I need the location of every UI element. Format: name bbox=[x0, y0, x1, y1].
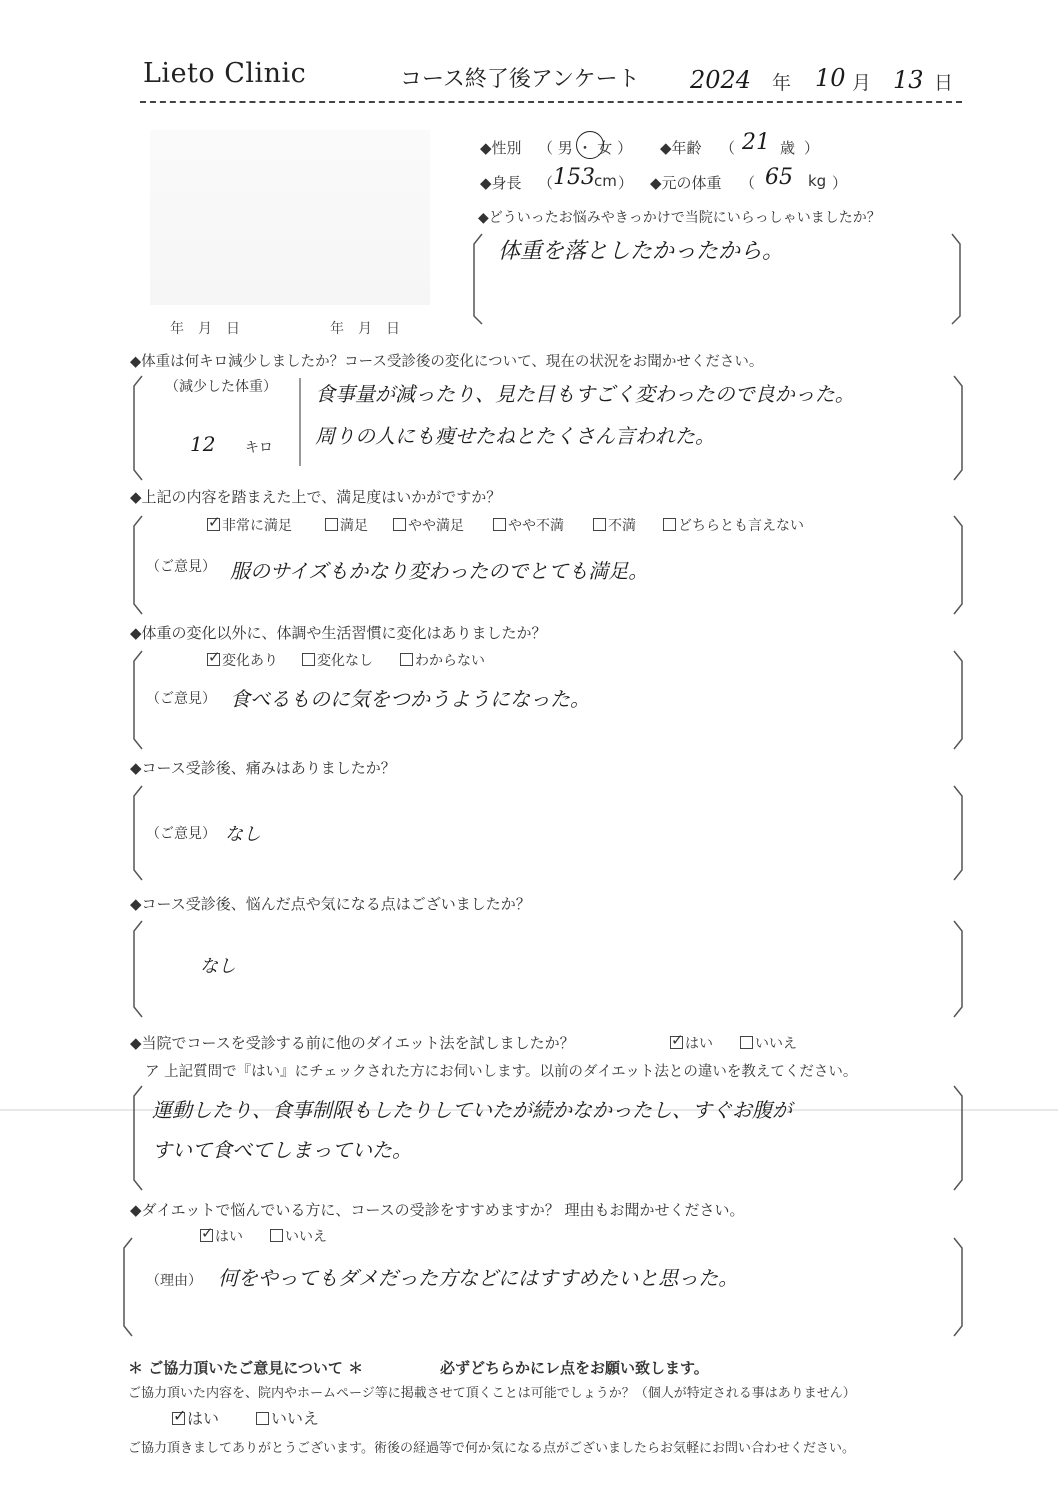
satisfaction-option-dissatisfied[interactable]: 不満 bbox=[593, 515, 636, 535]
recommend-question: ◆ダイエットで悩んでいる方に、コースの受診をすすめますか？ 理由もお聞かせください。 bbox=[130, 1201, 745, 1219]
document-title: コース終了後アンケート bbox=[400, 67, 640, 92]
weight-unit: kg bbox=[808, 172, 827, 190]
consent-option-yes[interactable]: ✓ はい bbox=[173, 1406, 220, 1428]
satisfaction-option-somewhat-satisfied[interactable]: やや満足 bbox=[393, 515, 464, 535]
consent-option-no[interactable]: いいえ bbox=[256, 1406, 319, 1429]
footer-heading: ＊ ご協力頂いたご意見について ＊ bbox=[128, 1359, 364, 1377]
change-option-no-change[interactable]: 変化なし bbox=[302, 650, 373, 670]
footer-note: 必ずどちらかにレ点をお願い致します。 bbox=[440, 1359, 709, 1377]
age-open-paren: （ bbox=[720, 139, 736, 157]
change-answer: 食べるものに気をつかうようになった。 bbox=[230, 687, 590, 711]
weight-open-paren: （ bbox=[740, 174, 756, 192]
weight-change-answer-line1: 食事量が減ったり、見た目もすごく変わったので良かった。 bbox=[315, 382, 855, 406]
weight-change-question: ◆体重は何キロ減少しましたか？コース受診後の変化について、現在の状況をお聞かせください。 bbox=[130, 354, 764, 370]
age-unit: 歳 bbox=[780, 139, 796, 157]
change-option-changed[interactable]: ✓ 変化あり bbox=[208, 648, 278, 669]
height-close-paren: ） bbox=[618, 174, 634, 192]
recommend-option-yes[interactable]: ✓ はい bbox=[201, 1224, 243, 1245]
weight-close-paren: ） bbox=[832, 174, 848, 192]
satisfaction-opinion-label: （ご意見） bbox=[146, 559, 216, 575]
weight-value: 65 bbox=[765, 165, 793, 190]
weight-loss-value: 12 bbox=[190, 432, 216, 456]
header-divider bbox=[140, 101, 962, 103]
photo-date-before: 年 月 日 bbox=[170, 321, 240, 337]
reason-question: ◆どういったお悩みやきっかけで当院にいらっしゃいましたか？ bbox=[478, 210, 881, 226]
pain-opinion-label: （ご意見） bbox=[146, 826, 216, 842]
concern-question: ◆コース受診後、悩んだ点や気になる点はございましたか？ bbox=[130, 895, 531, 913]
satisfaction-option-neutral[interactable]: どちらとも言えない bbox=[663, 515, 804, 535]
date-year-unit: 年 bbox=[772, 72, 792, 94]
weight-loss-unit: キロ bbox=[245, 440, 273, 456]
gender-label: ◆性別 bbox=[480, 139, 522, 157]
diet-sub-question: ア 上記質問で『はい』にチェックされた方にお伺いします。以前のダイエット法との違いを教えてください。 bbox=[145, 1064, 858, 1080]
date-day: 13 bbox=[893, 66, 924, 94]
reason-answer: 体重を落としたかったから。 bbox=[498, 239, 785, 264]
diet-option-no[interactable]: いいえ bbox=[740, 1033, 797, 1053]
weight-change-answer-line2: 周りの人にも痩せたねとたくさん言われた。 bbox=[315, 424, 715, 448]
concern-answer: なし bbox=[200, 956, 236, 977]
age-value: 21 bbox=[742, 130, 770, 155]
height-unit: cm bbox=[594, 172, 617, 190]
age-close-paren: ） bbox=[804, 139, 820, 157]
change-question: ◆体重の変化以外に、体調や生活習慣に変化はありましたか？ bbox=[130, 624, 547, 642]
clinic-logo-text: Lieto Clinic bbox=[143, 58, 307, 89]
diet-answer-line1: 運動したり、食事制限もしたりしていたが続かなかったし、すぐお腹が bbox=[152, 1098, 792, 1122]
diet-answer-line2: すいて食べてしまっていた。 bbox=[152, 1138, 412, 1162]
height-value: 153 bbox=[553, 165, 595, 190]
footer-consent-question: ご協力頂いた内容を、院内やホームページ等に掲載させて頂くことは可能でしょうか？（個人が特定される事はありません） bbox=[128, 1386, 856, 1401]
date-day-unit: 日 bbox=[934, 72, 954, 94]
satisfaction-option-very-satisfied[interactable]: ✓ 非常に満足 bbox=[208, 513, 292, 534]
satisfaction-option-somewhat-dissatisfied[interactable]: やや不満 bbox=[493, 515, 564, 535]
recommend-reason-label: （理由） bbox=[146, 1273, 202, 1289]
weight-loss-label: （減少した体重） bbox=[165, 379, 277, 395]
recommend-answer: 何をやってもダメだった方などにはすすめたいと思った。 bbox=[218, 1266, 739, 1290]
date-year: 2024 bbox=[690, 66, 752, 94]
height-open-paren: （ bbox=[538, 174, 554, 192]
change-option-unknown[interactable]: わからない bbox=[400, 650, 485, 670]
photo-date-after: 年 月 日 bbox=[330, 321, 400, 337]
concern-bracket bbox=[128, 915, 970, 1025]
pain-answer: なし bbox=[225, 824, 261, 845]
satisfaction-option-satisfied[interactable]: 満足 bbox=[325, 515, 368, 535]
satisfaction-question: ◆上記の内容を踏まえた上で、満足度はいかがですか？ bbox=[130, 488, 502, 506]
satisfaction-answer: 服のサイズもかなり変わったのでとても満足。 bbox=[230, 559, 649, 583]
diet-question: ◆当院でコースを受診する前に他のダイエット法を試しましたか？ bbox=[130, 1034, 575, 1052]
gender-circle-mark bbox=[576, 131, 604, 159]
age-label: ◆年齢 bbox=[660, 139, 702, 157]
photo-area bbox=[150, 130, 430, 305]
gender-value: （ 男 ・ 女 ） bbox=[538, 139, 633, 157]
change-opinion-label: （ご意見） bbox=[146, 691, 216, 707]
weight-label: ◆元の体重 bbox=[650, 174, 722, 192]
date-month-unit: 月 bbox=[852, 72, 872, 94]
date-month: 10 bbox=[815, 64, 846, 92]
recommend-option-no[interactable]: いいえ bbox=[270, 1226, 327, 1246]
pain-question: ◆コース受診後、痛みはありましたか？ bbox=[130, 759, 396, 777]
diet-option-yes[interactable]: ✓ はい bbox=[671, 1031, 713, 1052]
height-label: ◆身長 bbox=[480, 174, 522, 192]
footer-thanks: ご協力頂きましてありがとうございます。術後の経過等で何か気になる点がございましたらお気軽にお問い合わせください。 bbox=[128, 1441, 855, 1456]
